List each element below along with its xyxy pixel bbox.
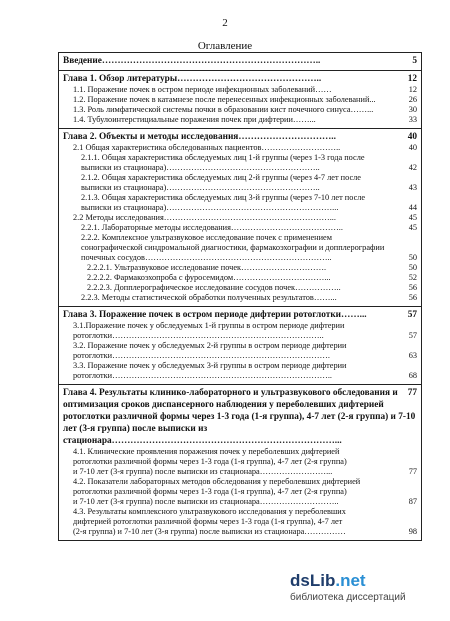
toc-entry	[63, 95, 417, 105]
toc-entry	[63, 243, 417, 253]
toc-page-number: 42	[408, 163, 417, 172]
toc-entry-text: 3.2. Поражение почек у обследуемых 2-й группы в остром периоде дифтерии	[73, 341, 347, 350]
toc-entry	[63, 527, 417, 537]
toc-entry-text: 2.2 Методы исследования……………………………………………………...	[73, 213, 336, 222]
toc-page-number: 43	[408, 183, 417, 192]
toc-entry	[63, 351, 417, 361]
toc-entry-text: 4.3. Результаты комплексного ультразвукового исследования у переболевших	[73, 507, 346, 516]
toc-entry-text: 2.1.3. Общая характеристика обследуемых лиц 3-й группы (через 7-10 лет после	[81, 193, 366, 202]
toc-page-number: 57	[408, 331, 417, 340]
toc-entry-text: 2.1.1. Общая характеристика обследуемых лиц 1-й группы (через 1-3 года после	[81, 153, 365, 162]
toc-entry	[63, 447, 417, 457]
toc-page-number: 40	[408, 143, 417, 152]
toc-page-number: 87	[408, 497, 417, 506]
toc-entry-text: Глава 1. Обзор литературы………………………………………..	[63, 74, 322, 84]
toc-entry-text: ротоглотки……………………………………………………………………..	[73, 371, 332, 380]
toc-page-number: 52	[408, 273, 417, 282]
toc-page-number: 26	[408, 95, 417, 104]
toc-entry-text: дифтерией ротоглотки различной формы через 1-3 года (1-я группа), 4-7 лет	[73, 517, 343, 526]
watermark	[290, 571, 440, 611]
toc-page-number: 12	[408, 85, 417, 94]
toc-chapter-entry	[63, 309, 417, 321]
toc-entry	[63, 293, 417, 303]
toc-page-number: 56	[408, 283, 417, 292]
toc-page-number: 77	[408, 467, 417, 476]
page-number: 2	[222, 17, 228, 29]
toc-section	[59, 53, 421, 71]
toc-page-number: 50	[408, 253, 417, 262]
toc-entry-text: выписки из стационара)………………………………………………..	[81, 183, 320, 192]
toc-entry-text: Глава 3. Поражение почек в остром периоде дифтерии ротоглотки……...	[63, 310, 367, 320]
toc-entry-text: сонографической синдромальной диагностики, фармакоэхографии и допплерографии	[81, 243, 385, 252]
toc-entry	[63, 223, 417, 233]
toc-entry-text: 2.1 Общая характеристика обследованных пациентов………………………..	[73, 143, 341, 152]
toc-entry	[63, 173, 417, 183]
toc-entry-text: 2.2.2. Комплексное ультразвуковое исследование почек с применением	[81, 233, 332, 242]
toc-entry-text: 3.1.Поражение почек у обследуемых 1-й группы в остром периоде дифтерии	[73, 321, 345, 330]
toc-entry-text: выписки из стационара)………………………………………………..	[81, 163, 320, 172]
toc-entry-text: 2.2.2.2. Фармакоэхопроба с фуросемидом……………………………...	[87, 273, 331, 282]
toc-page-number: 63	[408, 351, 417, 360]
toc-entry-text: 4.2. Показатели лабораторных методов обследования у переболевших дифтерией	[73, 477, 361, 486]
toc-entry-text: 1.4. Тубулоинтерстициальные поражения почек при дифтерии……...	[73, 115, 316, 124]
toc-entry-text: и 7-10 лет (3-я группа) после выписки из стационара……………………...	[73, 467, 333, 476]
toc-entry-text: ротоглотки…………………………………………………………………….	[73, 351, 330, 360]
toc-section	[59, 71, 421, 129]
toc-entry	[63, 341, 417, 351]
toc-page-number: 45	[408, 213, 417, 222]
toc-entry-text: Введение……………………………………………………………..	[63, 56, 321, 66]
toc-entry-text: Глава 4. Результаты клинико-лабораторного и ультразвукового обследования и оптимизация сроков диспансерного наблюдения у переболевших дифтерией ротоглотки различной формы через 1-3 года (1-я группа), 4-7 лет (2-я группа) и 7-10 лет (3-я группа) после выписки из стационара………………………………………………………………...	[63, 388, 416, 446]
toc-entry-text: ротоглотки различной формы через 1-3 года (1-я группа), 4-7 лет (2-я группа)	[73, 487, 347, 496]
toc-page-number: 44	[408, 203, 417, 212]
toc-entry	[63, 361, 417, 371]
toc-page-number: 30	[408, 105, 417, 114]
toc-entry-text: ротоглотки различной формы через 1-3 года (1-я группа), 4-7 лет (2-я группа)	[73, 457, 347, 466]
toc-section	[59, 129, 421, 307]
toc-entry	[63, 163, 417, 173]
toc-chapter-entry	[63, 131, 417, 143]
toc-section	[59, 307, 421, 385]
watermark-logo	[290, 571, 440, 591]
toc-entry-text: выписки из стационара)……………………………………………………...	[81, 203, 339, 212]
toc-entry	[63, 477, 417, 487]
toc-page-number: 12	[407, 74, 417, 84]
toc-entry	[63, 143, 417, 153]
toc-entry	[63, 283, 417, 293]
toc-chapter-entry	[63, 387, 417, 447]
toc-entry	[63, 193, 417, 203]
toc-entry-text: 2.2.3. Методы статистической обработки полученных результатов……...	[81, 293, 337, 302]
toc-entry	[63, 371, 417, 381]
watermark-logo-suffix: .net	[335, 571, 366, 590]
toc-entry-text: 2.1.2. Общая характеристика обследуемых лиц 2-й группы (через 4-7 лет после	[81, 173, 361, 182]
toc-entry-text: ротоглотки…………………………………………………………………..	[73, 331, 324, 340]
toc-entry-text: 4.1. Клинические проявления поражения почек у переболевших дифтерией	[73, 447, 340, 456]
watermark-subtitle: библиотека диссертаций	[290, 592, 406, 603]
toc-entry	[63, 253, 417, 263]
toc-page-number: 33	[408, 115, 417, 124]
toc-entry	[63, 273, 417, 283]
toc-entry	[63, 457, 417, 467]
toc-entry-text: Глава 2. Объекты и методы исследования…………………………..	[63, 132, 336, 142]
toc-entry	[63, 507, 417, 517]
toc-entry	[63, 331, 417, 341]
toc-entry	[63, 105, 417, 115]
page-title: Оглавление	[197, 40, 253, 52]
toc-entry	[63, 321, 417, 331]
toc-entry	[63, 213, 417, 223]
toc-entry-text: почечных сосудов…………………………………………………………..	[81, 253, 332, 262]
toc-page-number: 68	[408, 371, 417, 380]
toc-entry	[63, 183, 417, 193]
toc-page-number: 45	[408, 223, 417, 232]
toc-page-number: 57	[407, 310, 417, 320]
toc-entry	[63, 153, 417, 163]
toc-entry	[63, 115, 417, 125]
toc-entry	[63, 497, 417, 507]
toc-page-number: 56	[408, 293, 417, 302]
toc-section	[59, 385, 421, 541]
watermark-logo-main: dsLib	[290, 571, 336, 590]
toc-entry-text: 1.2. Поражение почек в катамнезе после перенесенных инфекционных заболеваний...	[73, 95, 376, 104]
toc-entry	[63, 85, 417, 95]
toc-page-number: 50	[408, 263, 417, 272]
toc-page-number: 98	[408, 527, 417, 536]
toc-page-number: 40	[407, 132, 417, 142]
toc-entry-text: 2.2.1. Лабораторные методы исследования…………………………………..	[81, 223, 343, 232]
table-of-contents	[58, 52, 422, 541]
toc-entry-text: 1.3. Роль лимфатической системы почки в образовании кист почечного синуса……...	[73, 105, 374, 114]
toc-entry	[63, 487, 417, 497]
toc-entry	[63, 467, 417, 477]
toc-entry-text: (2-я группа) и 7-10 лет (3-я группа) после выписки из стационара……………	[73, 527, 346, 536]
toc-entry-text: 2.2.2.3. Допплерографическое исследование сосудов почек……………..	[87, 283, 341, 292]
toc-entry	[63, 263, 417, 273]
toc-chapter-entry	[63, 55, 417, 67]
toc-page-number: 77	[407, 388, 417, 398]
toc-entry-text: 3.3. Поражение почек у обследуемых 3-й группы в остром периоде дифтерии	[73, 361, 347, 370]
toc-entry-text: и 7-10 лет (3-я группа) после выписки из стационара………………………..	[73, 497, 339, 506]
toc-page-number: 5	[412, 56, 417, 66]
toc-entry	[63, 517, 417, 527]
toc-entry	[63, 203, 417, 213]
toc-entry-text: 2.2.2.1. Ультразвуковое исследование почек………………………….	[87, 263, 327, 272]
toc-chapter-entry	[63, 73, 417, 85]
toc-entry-text: 1.1. Поражение почек в остром периоде инфекционных заболеваний……	[73, 85, 332, 94]
toc-entry	[63, 233, 417, 243]
